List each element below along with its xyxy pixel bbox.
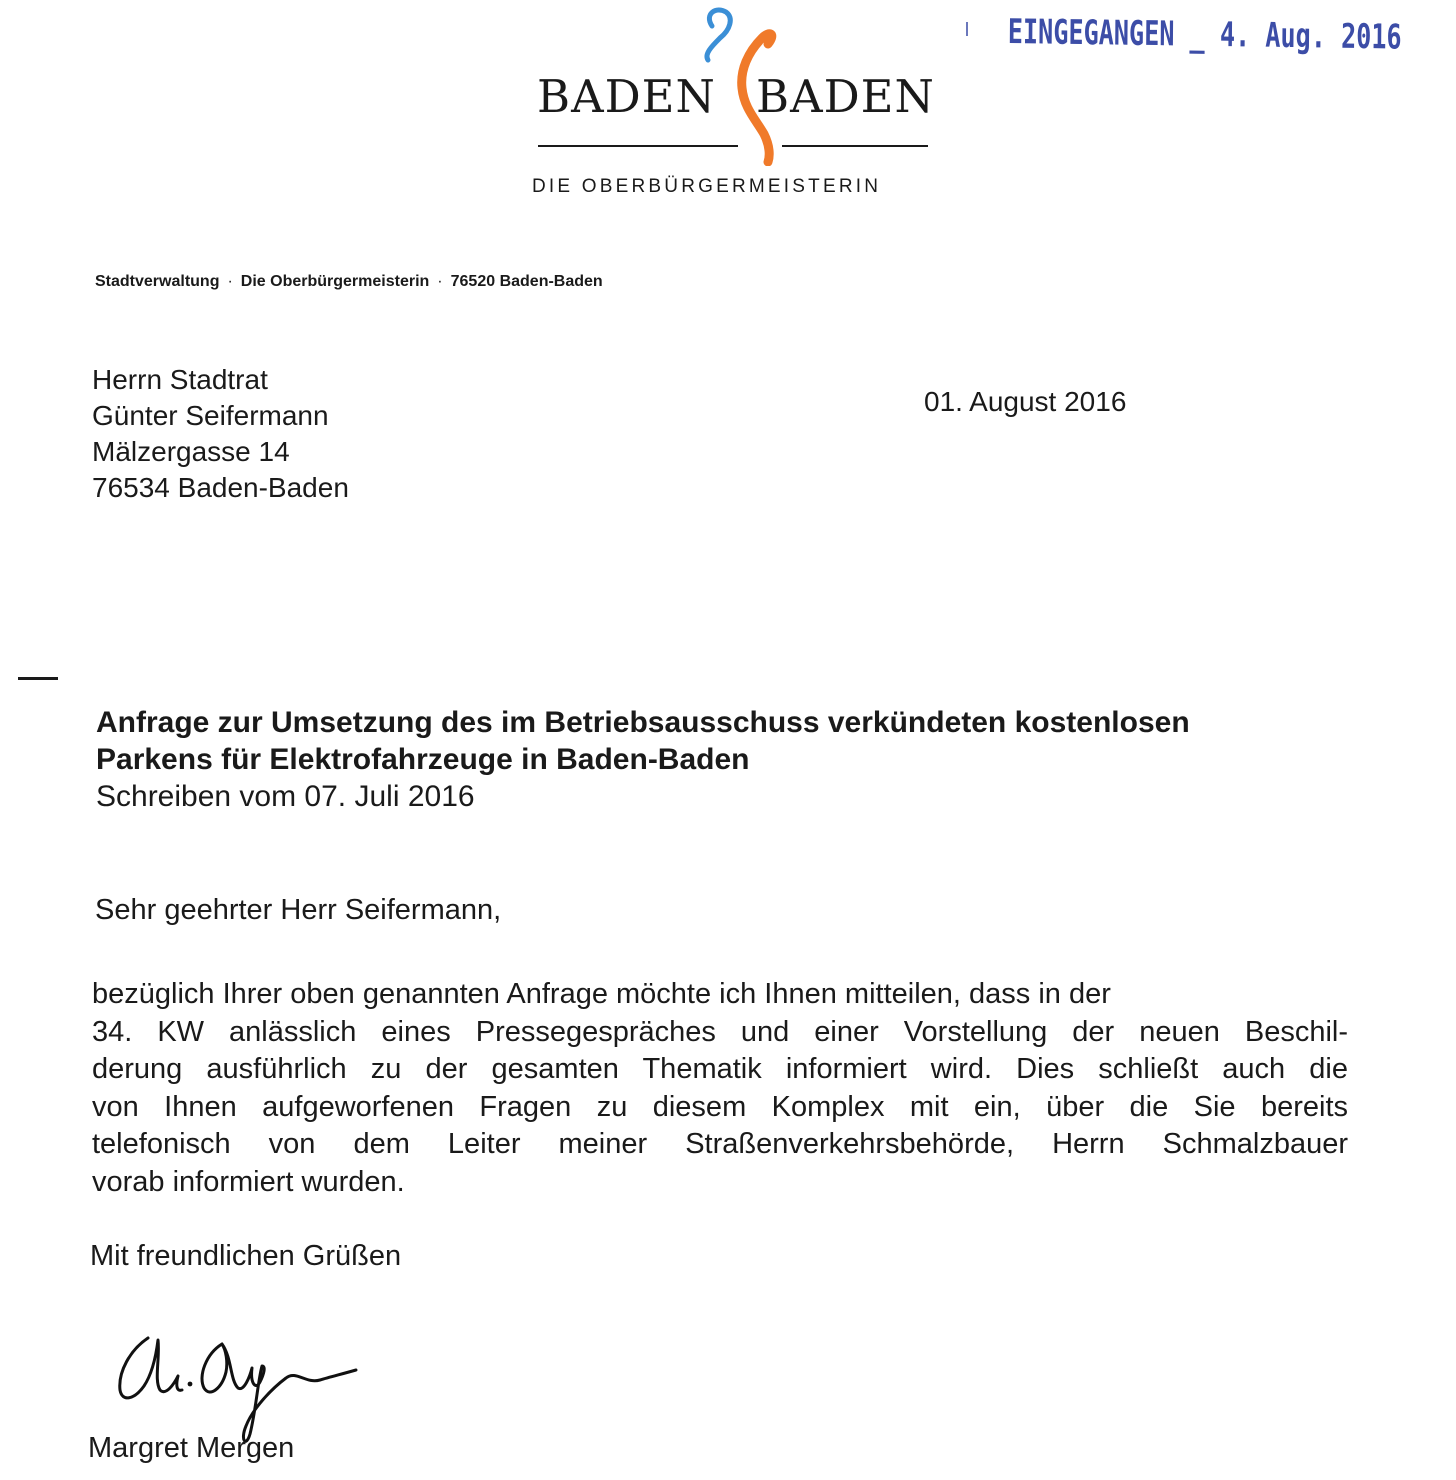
sender-separator: · (227, 273, 233, 290)
body-line: telefonisch von dem Leiter meiner Straßenverkehrsbehörde, Herrn Schmalzbauer (92, 1128, 1348, 1161)
body-line: von Ihnen aufgeworfenen Fragen zu diesem Komplex mit ein, über die Sie bereits (92, 1090, 1348, 1123)
signer-name: Margret Mergen (88, 1432, 295, 1464)
recipient-street: Mälzergasse 14 (92, 436, 290, 467)
sender-office: Die Oberbürgermeisterin (240, 273, 430, 290)
subject-heading (96, 704, 1190, 778)
logo-rule-right (782, 145, 928, 147)
logo-text-right: BADEN (756, 70, 935, 123)
closing: Mit freundlichen Grüßen (90, 1240, 402, 1272)
salutation: Sehr geehrter Herr Seifermann, (95, 894, 502, 926)
body-line: derung ausführlich zu der gesamten Thematik informiert wird. Dies schließt auch die (92, 1053, 1348, 1086)
sender-org: Stadtverwaltung (95, 273, 220, 290)
stamp-tick-mark (966, 22, 968, 36)
sender-address: 76520 Baden-Baden (450, 273, 603, 290)
recipient-name: Günter Seifermann (92, 400, 329, 431)
body-line: 34. KW anlässlich eines Pressegespräches und einer Vorstellung der neuen Beschil- (92, 1015, 1348, 1048)
recipient-address (92, 362, 349, 506)
subject-line-1: Anfrage zur Umsetzung des im Betriebsausschuss verkündeten kostenlosen (96, 706, 1190, 739)
fold-mark (18, 677, 58, 680)
letterhead-subtitle: DIE OBERBÜRGERMEISTERIN (532, 176, 882, 197)
body-line: vorab informiert wurden. (92, 1165, 405, 1198)
sender-line (95, 273, 603, 291)
subject-line-2: Parkens für Elektrofahrzeuge in Baden-Baden (96, 743, 750, 776)
letter-body (92, 976, 1348, 1202)
letter-date: 01. August 2016 (924, 386, 1127, 417)
received-stamp: EINGEGANGEN _ 4. Aug. 2016 (1007, 12, 1402, 58)
subject-reference: Schreiben vom 07. Juli 2016 (96, 780, 475, 813)
recipient-city: 76534 Baden-Baden (92, 472, 349, 503)
body-line: bezüglich Ihrer oben genannten Anfrage möchte ich Ihnen mitteilen, dass in der (92, 978, 1111, 1010)
sender-separator: · (437, 273, 443, 290)
logo-rule-left (538, 145, 738, 147)
logo-text-left: BADEN (537, 70, 716, 123)
recipient-title: Herrn Stadtrat (92, 364, 268, 395)
